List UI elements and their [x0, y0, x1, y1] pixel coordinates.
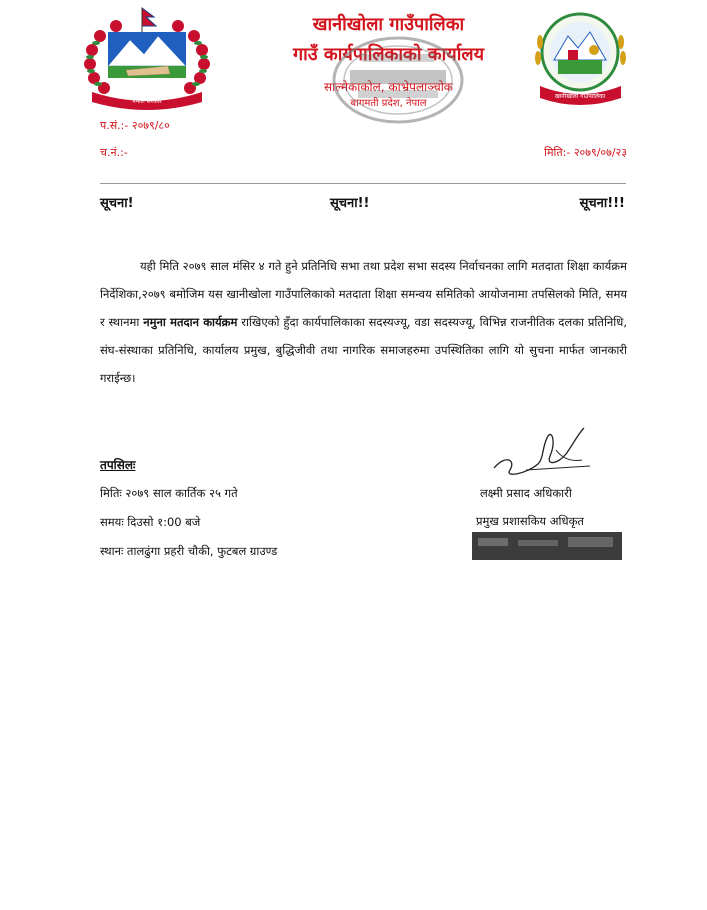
- notice-heading-left: सूचना!: [100, 196, 134, 211]
- detail-time: समयः दिउसो १:00 बजे: [100, 515, 201, 529]
- office-address: साल्मेकाकोल, काभ्रेपलाञ्चोक: [323, 80, 454, 94]
- svg-text:नेपाल सरकार: नेपाल सरकार: [132, 98, 162, 105]
- notice-body-text-2: राखिएको हुँदा कार्यपालिकाका सदस्यज्यू, वडा सदस्यज्यू, विभिन्न राजनीतिक दलका प्रतिनिधि, संघ-संस्थाका प्रतिनिधि, कार्यालय प्रमुख, बुद्धिजीवी तथा नागरिक समाजहरुमा उपस्थितिका लागि यो सुचना मार्फत जानकारी गराईन्छ।: [100, 315, 628, 385]
- details-heading: तपसिलः: [100, 458, 136, 472]
- header-divider: [100, 183, 626, 184]
- notice-heading-center: सूचना!!: [330, 196, 370, 211]
- notice-heading-right: सूचना!!!: [579, 196, 625, 211]
- signatory-title: प्रमुख प्रशासकिय अधिकृत: [476, 514, 584, 528]
- notice-body-text-1: यही मिति २०७९ साल मंसिर ४ गते हुने प्रतिनिधि सभा तथा प्रदेश सभा सदस्य निर्वाचनका लागि मतदाता शिक्षा कार्यक्रम निर्देशिका,२०७९ बमोजिम यस खानीखोला गाउँपालिकाको मतदाता शिक्षा समन्वय समितिको आयोजनामा तपसिलको मिति, समय र स्थानमा: [100, 259, 627, 329]
- event-name-highlight: नमुना मतदान कार्यक्रम: [143, 315, 238, 329]
- office-subtitle: गाउँ कार्यपालिकाको कार्यालय: [292, 44, 485, 65]
- signatory-name: लक्ष्मी प्रसाद अधिकारी: [480, 486, 572, 500]
- detail-date: मितिः २०७९ साल कार्तिक २५ गते: [100, 486, 238, 500]
- office-name: खानीखोला गाउँपालिका: [312, 14, 465, 35]
- detail-place: स्थानः तालढुंगा प्रहरी चौकी, फुटबल ग्राउण्ड: [100, 544, 278, 558]
- office-province: बागमती प्रदेश, नेपाल: [350, 98, 427, 109]
- designation-stamp: [468, 528, 633, 570]
- svg-text:खानीखोला गाउँपालिका: खानीखोला गाउँपालिका: [554, 93, 606, 100]
- office-stamp: [330, 34, 465, 126]
- signature: [486, 424, 596, 480]
- letter-date: मिति:- २०७९/०७/२३: [544, 146, 627, 159]
- notice-body: [100, 252, 627, 392]
- dispatch-number: च.नं.:-: [100, 146, 128, 159]
- reference-number: प.सं.:- २०७९/८०: [100, 119, 170, 132]
